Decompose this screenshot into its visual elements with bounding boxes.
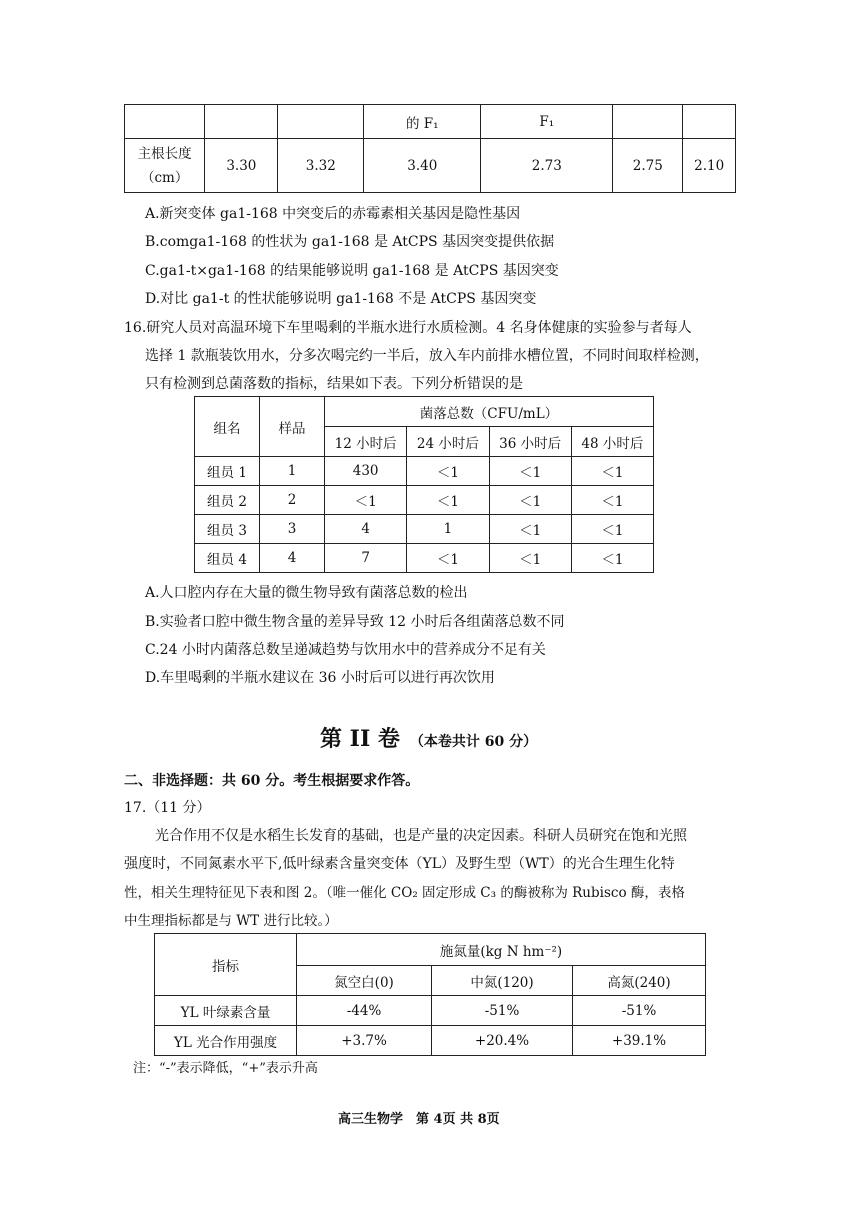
q17-table [154, 933, 706, 1056]
table-row [195, 515, 654, 544]
table-cell: 的 F₁ [364, 105, 481, 139]
section-subtitle: （本卷共计 60 分） [409, 734, 538, 750]
q16-table [194, 396, 654, 573]
table-cell: 3.30 [205, 139, 278, 193]
table-cell: 2.10 [683, 139, 736, 193]
table-cell: 组员 3 [195, 515, 260, 544]
table-cell: ＜1 [489, 515, 571, 544]
row-label-line2: （cm） [140, 169, 189, 186]
table-cell: ＜1 [489, 544, 571, 573]
section-title-text: 第 II 卷 [320, 726, 400, 752]
q16-option-b: B.实验者口腔中微生物含量的差异导致 12 小时后各组菌落总数不同 [145, 614, 565, 630]
q15-option-a: A.新突变体 ga1-168 中突变后的赤霉素相关基因是隐性基因 [145, 206, 521, 222]
table-cell: 1 [407, 515, 489, 544]
table-cell: F₁ [481, 105, 613, 139]
table-cell: ＜1 [489, 486, 571, 515]
table-cell: ＜1 [571, 486, 653, 515]
table-cell: 组员 1 [195, 457, 260, 486]
time-header: 36 小时后 [489, 427, 571, 457]
table-cell: ＜1 [489, 457, 571, 486]
table-row [195, 486, 654, 515]
table-cell: 4 [260, 544, 325, 573]
q17-number: 17.（11 分） [124, 800, 211, 816]
q17-para-line1: 光合作用不仅是水稻生长发育的基础，也是产量的决定因素。科研人员研究在饱和光照 [155, 828, 687, 844]
q17-para-line2: 强度时，不同氮素水平下,低叶绿素含量突变体（YL）及野生型（WT）的光合生理生化特 [124, 856, 675, 872]
q16-option-d: D.车里喝剩的半瓶水建议在 36 小时后可以进行再次饮用 [145, 670, 495, 686]
table-cell: ＜1 [325, 486, 407, 515]
n-level-header: 高氮(240) [573, 966, 706, 996]
table-cell: YL 叶绿素含量 [155, 996, 297, 1026]
table-cell: 430 [325, 457, 407, 486]
table-cell: +39.1% [573, 1026, 706, 1056]
page-footer: 高三生物学 第 4页 共 8页 [338, 1112, 500, 1127]
table-cell: -51% [573, 996, 706, 1026]
table-cell: ＜1 [571, 515, 653, 544]
q16-stem-line3: 只有检测到总菌落数的指标，结果如下表。下列分析错误的是 [145, 376, 523, 392]
table-cell: -51% [432, 996, 573, 1026]
section-instruction: 二、非选择题：共 60 分。考生根据要求作答。 [124, 773, 420, 789]
section-title [320, 722, 537, 753]
table-cell: ＜1 [571, 457, 653, 486]
table-cell [613, 105, 683, 139]
table-cell [125, 105, 205, 139]
q17-para-line4: 中生理指标都是与 WT 进行比较。） [124, 913, 338, 929]
table-cell: +20.4% [432, 1026, 573, 1056]
time-header: 12 小时后 [325, 427, 407, 457]
q15-option-d: D.对比 ga1-t 的性状能够说明 ga1-168 不是 AtCPS 基因突变 [145, 291, 537, 307]
n-level-header: 氮空白(0) [297, 966, 432, 996]
q17-para-line3: 性，相关生理特征见下表和图 2。（唯一催化 CO₂ 固定形成 C₃ 的酶被称为 Rubisco 酶，表格 [124, 885, 685, 901]
table-1-header-row [125, 105, 736, 139]
table-cell: 3.40 [364, 139, 481, 193]
time-header: 48 小时后 [571, 427, 653, 457]
n-level-header: 中氮(120) [432, 966, 573, 996]
table-cell: 4 [325, 515, 407, 544]
table-cell: ＜1 [407, 544, 489, 573]
table-cell: 组员 2 [195, 486, 260, 515]
table-row [195, 544, 654, 573]
time-header: 24 小时后 [407, 427, 489, 457]
row-label-line1: 主根长度 [137, 145, 192, 162]
table-cell: YL 光合作用强度 [155, 1026, 297, 1056]
q16-stem-line1: 16.研究人员对高温环境下车里喝剩的半瓶水进行水质检测。4 名身体健康的实验参与者每人 [124, 320, 692, 336]
table-cell [278, 105, 364, 139]
table-cell: 组员 4 [195, 544, 260, 573]
table-row [155, 996, 706, 1026]
q16-option-c: C.24 小时内菌落总数呈递减趋势与饮用水中的营养成分不足有关 [145, 642, 546, 658]
col-header-total: 菌落总数（CFU/mL） [325, 397, 654, 427]
table-cell: 2 [260, 486, 325, 515]
table-cell: 1 [260, 457, 325, 486]
table-cell: ＜1 [407, 486, 489, 515]
table-row [155, 1026, 706, 1056]
table-row [195, 457, 654, 486]
table-cell: 2.73 [481, 139, 613, 193]
q16-option-a: A.人口腔内存在大量的微生物导致有菌落总数的检出 [145, 585, 468, 601]
table-1-data-row [125, 139, 736, 193]
table-1 [124, 104, 736, 193]
table-cell: -44% [297, 996, 432, 1026]
q15-option-b: B.comga1-168 的性状为 ga1-168 是 AtCPS 基因突变提供依据 [145, 234, 555, 250]
row-label [125, 139, 205, 193]
table-cell [683, 105, 736, 139]
q17-note: 注：“-”表示降低，“+”表示升高 [133, 1061, 318, 1076]
table-cell: 3 [260, 515, 325, 544]
col-header-sample: 样品 [260, 397, 325, 457]
col-header-index: 指标 [155, 934, 297, 996]
table-cell: ＜1 [571, 544, 653, 573]
q16-stem-line2: 选择 1 款瓶装饮用水，分多次喝完约一半后，放入车内前排水槽位置，不同时间取样检测， [145, 348, 709, 364]
table-cell: 2.75 [613, 139, 683, 193]
table-cell: 3.32 [278, 139, 364, 193]
col-header-n: 施氮量(kg N hm⁻²) [297, 934, 706, 966]
table-cell [205, 105, 278, 139]
col-header-group: 组名 [195, 397, 260, 457]
table-cell: +3.7% [297, 1026, 432, 1056]
table-cell: ＜1 [407, 457, 489, 486]
q15-option-c: C.ga1-t×ga1-168 的结果能够说明 ga1-168 是 AtCPS 基因突变 [145, 263, 559, 279]
table-cell: 7 [325, 544, 407, 573]
